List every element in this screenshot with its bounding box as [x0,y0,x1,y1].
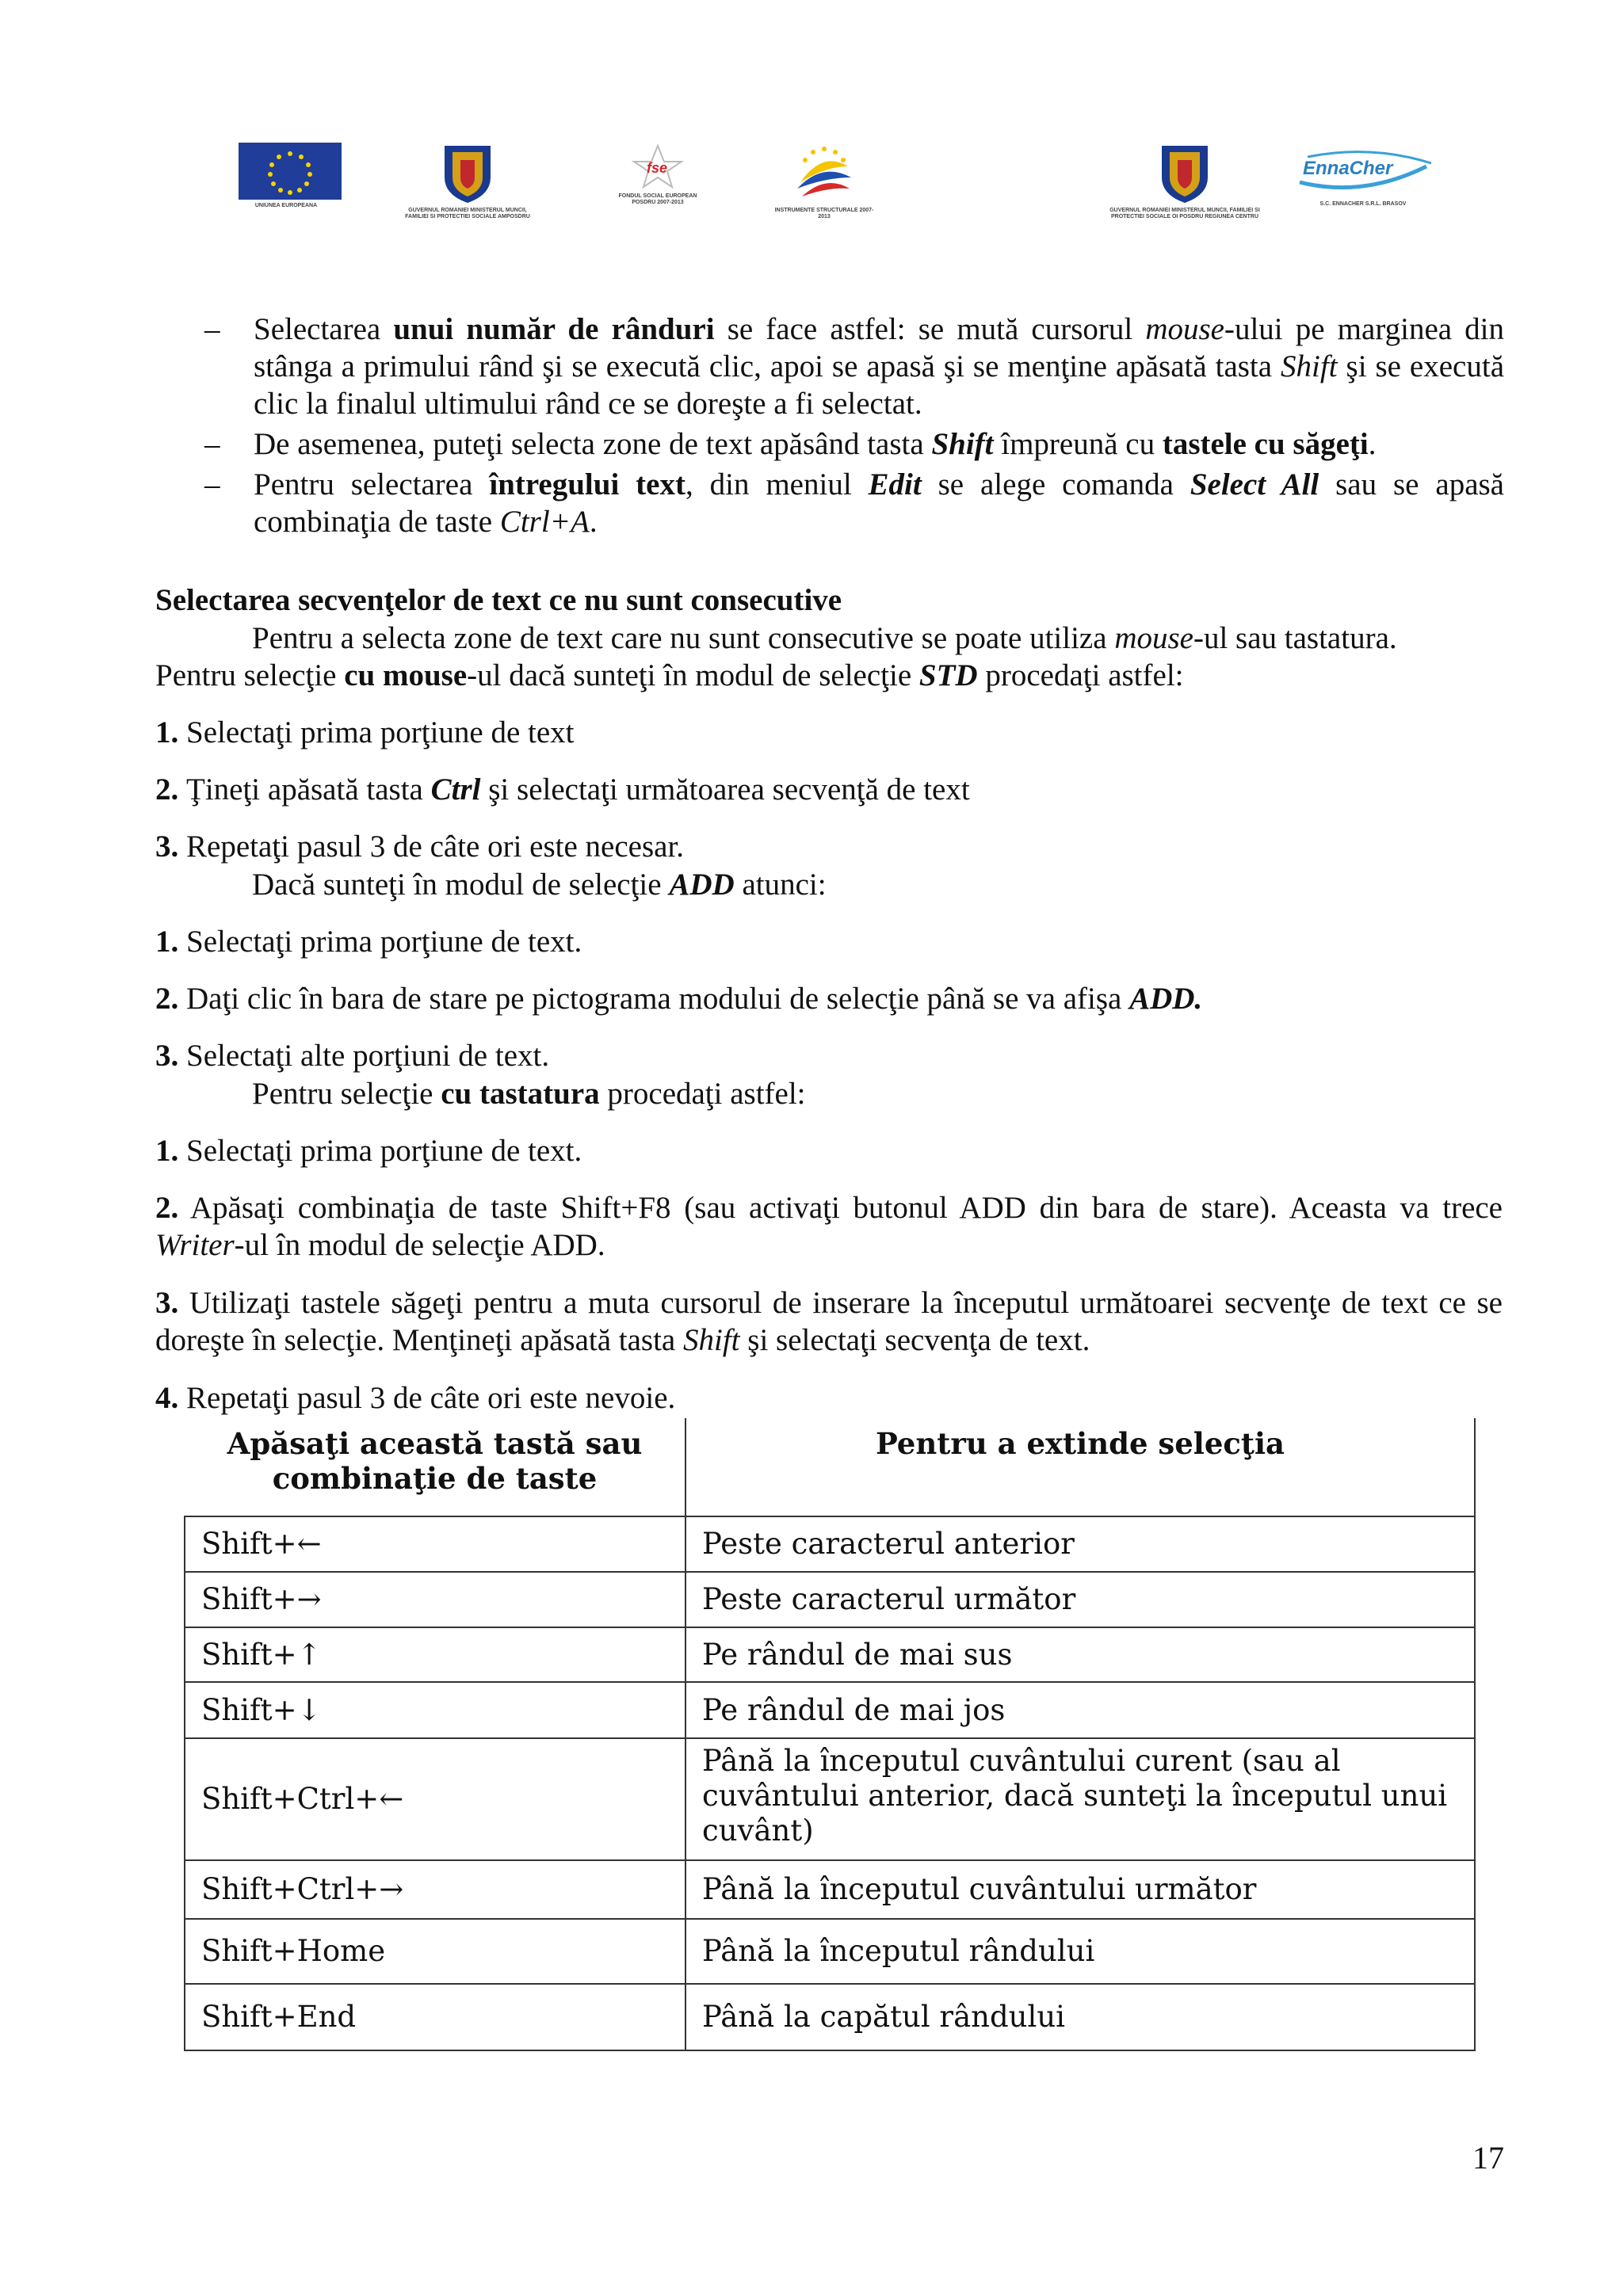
kb-step-4 [155,1379,675,1417]
fse-star-icon [626,143,689,190]
text: şi se execută clic la finalul ultimului rând ce se doreşte a fi selectat. [254,349,1505,421]
table-row [185,1627,1475,1682]
eu-flag-icon [239,143,342,200]
italic-text: mouse [1114,621,1193,655]
logo-caption: GUVERNUL ROMANIEI MINISTERUL MUNCII, FAMILIEI SI PROTECTIEI SOCIALE AMPOSDRU [405,208,530,219]
std-step-1 [155,714,575,751]
italic-text: Shift [683,1323,740,1357]
shortcut-table [184,1418,1476,2051]
bullet-list [204,311,1504,543]
table-row [185,1682,1475,1738]
text: sau se apasă combinaţia de taste [254,467,1504,539]
section-heading: Selectarea secvenţelor de text ce nu sunt consecutive [155,583,842,617]
italic-text: mouse [1145,312,1224,346]
kb-step-1 [155,1132,582,1169]
table-cell-key: Shift+→ [185,1572,685,1627]
text: -ul sau tastatura. [1193,621,1397,655]
std-step-2 [155,771,970,808]
table-cell-effect: Până la începutul rândului [685,1919,1475,1984]
logo-caption: UNIUNEA EUROPEANA [254,203,318,208]
romania-coat-of-arms-logo-2 [1109,143,1260,220]
step-number: 3. [155,1286,179,1320]
text: Pentru selecţie [252,1077,441,1111]
bold-italic-text: STD [918,658,978,692]
bold-text: cu mouse [344,658,468,692]
text: Repetaţi pasul 3 de câte ori este necesar. [178,830,685,864]
table-header-cell: Apăsaţi această tastă sau combinaţie de taste [185,1418,685,1516]
text: -ul dacă sunteţi în modul de selecţie [467,658,919,692]
bold-italic-text: Ctrl [430,772,481,807]
text: atunci: [734,868,827,902]
text: Selectaţi prima porţiune de text. [178,925,582,959]
list-item [204,425,1504,463]
italic-text: Ctrl+A [499,505,590,539]
step-number: 2. [155,982,179,1016]
bold-italic-text: ADD. [1129,982,1203,1016]
logo-caption: GUVERNUL ROMANIEI MINISTERUL MUNCII, FAMILIEI SI PROTECTIEI SOCIALE OI POSDRU REGIUNEA CENTRU [1109,208,1260,219]
text: Pentru a selecta zone de text care nu sunt consecutive se poate utiliza [252,621,1115,655]
table-cell-key: Shift+End [185,1984,685,2050]
table-cell-effect: Pe rândul de mai jos [685,1682,1475,1738]
romania-coat-of-arms-logo [400,143,535,220]
bold-text: tastele cu săgeţi [1162,427,1369,461]
bold-italic-text: ADD [669,868,735,902]
add-intro [252,866,827,903]
text: . [589,505,598,539]
bold-italic-text: Edit [868,467,922,502]
text: şi selectaţi următoarea secvenţă de text [480,772,970,807]
step-number: 1. [155,1134,179,1168]
text: împreună cu [993,427,1163,461]
text: Selectarea [254,312,394,346]
text: se face astfel: se mută cursorul [714,312,1146,346]
text: Selectaţi prima porţiune de text. [178,1134,582,1168]
table-row [185,1738,1475,1860]
text: se alege comanda [921,467,1190,502]
step-number: 4. [155,1381,179,1415]
text: Pentru selectarea [254,467,490,502]
text: Daţi clic în bara de stare pe pictograma modului de selecţie până se va afişa [178,982,1130,1016]
bold-italic-text: Shift [931,427,994,461]
bullet-dash: – [204,427,220,461]
table-row [185,1984,1475,2050]
add-step-3 [155,1037,549,1074]
structural-instruments-icon [791,143,857,204]
page-number: 17 [1472,2140,1504,2176]
bold-text: cu tastatura [441,1077,600,1111]
ennacher-logo [1292,143,1434,208]
text: Dacă sunteţi în modul de selecţie [252,868,670,902]
table-cell-effect: Pe rândul de mai sus [685,1627,1475,1682]
text: şi selectaţi secvenţa de text. [739,1323,1090,1357]
table-cell-effect: Peste caracterul următor [685,1572,1475,1627]
step-number: 3. [155,830,179,864]
step-number: 2. [155,772,179,807]
step-number: 1. [155,715,179,749]
logo-caption: FONDUL SOCIAL EUROPEAN POSDRU 2007-2013 [618,193,697,205]
eu-flag-logo [235,143,346,209]
table-row [185,1572,1475,1627]
text: procedaţi astfel: [599,1077,806,1111]
text: Ţineţi apăsată tasta [178,772,431,807]
table-cell-effect: Peste caracterul anterior [685,1516,1475,1572]
table-cell-key: Shift+Ctrl+← [185,1738,685,1860]
step-number: 3. [155,1039,179,1073]
table-row [185,1860,1475,1919]
ennacher-swoosh-icon [1292,143,1434,198]
structural-instruments-logo [773,143,876,220]
table-cell-key: Shift+↓ [185,1682,685,1738]
bullet-dash: – [204,312,220,346]
text: . [1368,427,1377,461]
kb-step-3 [155,1284,1503,1359]
text: De asemenea, puteţi selecta zone de text apăsând tasta [254,427,932,461]
step-number: 1. [155,925,179,959]
logo-caption: INSTRUMENTE STRUCTURALE 2007-2013 [774,208,874,219]
text: Selectaţi prima porţiune de text [178,715,575,749]
add-step-1 [155,923,582,960]
kb-step-2 [155,1189,1503,1264]
bold-italic-text: Select All [1190,467,1319,502]
text: -ului pe marginea din stânga a primului rând şi se execută clic, apoi se apasă şi se menţine apăsată tasta [254,312,1505,383]
svg-text:fse: fse [647,160,668,176]
list-item [204,311,1504,422]
std-step-3 [155,828,684,865]
bullet-dash: – [204,467,220,502]
text: Utilizaţi tastele săgeţi pentru a muta cursorul de inserare la începutul următoarei secvenţe de text ce se doreşte în selecţie. Menţineţi apăsată tasta [155,1286,1503,1357]
intro-line-2 [155,657,1184,694]
text: -ul în modul de selecţie ADD. [234,1228,605,1262]
step-number: 2. [155,1191,179,1225]
table-cell-effect: Până la capătul rândului [685,1984,1475,2050]
table-cell-key: Shift+← [185,1516,685,1572]
fse-logo [610,143,705,206]
table-cell-key: Shift+Ctrl+→ [185,1860,685,1919]
text: procedaţi astfel: [977,658,1184,692]
italic-text: Shift [1281,349,1338,383]
kb-intro [252,1075,806,1112]
text: Repetaţi pasul 3 de câte ori este nevoie. [178,1381,676,1415]
text: Selectaţi alte porţiuni de text. [178,1039,550,1073]
bold-text: întregului text [489,467,685,502]
intro-line [252,620,1397,657]
list-item [204,466,1504,540]
ennacher-wordmark: EnnaCher [1303,158,1393,179]
table-header-row [185,1418,1475,1516]
table-cell-effect: Până la începutul cuvântului următor [685,1860,1475,1919]
text: Apăsaţi combinaţia de taste Shift+F8 (sau activaţi butonul ADD din bara de stare). Aceasta va trece [178,1191,1503,1225]
table-row [185,1919,1475,1984]
table-cell-key: Shift+Home [185,1919,685,1984]
logo-caption: S.C. ENNACHER S.R.L. BRASOV [1319,201,1407,207]
coat-of-arms-icon [441,143,494,204]
bold-text: unui număr de rânduri [393,312,715,346]
text: Pentru selecţie [155,658,345,692]
table-header-cell: Pentru a extinde selecţia [685,1418,1475,1516]
add-step-2 [155,980,1202,1017]
table-cell-key: Shift+↑ [185,1627,685,1682]
italic-text: Writer [155,1228,235,1262]
coat-of-arms-icon [1159,143,1211,204]
table-row [185,1516,1475,1572]
table-cell-effect: Până la începutul cuvântului curent (sau al cuvântului anterior, dacă sunteţi la începutul unui cuvânt) [685,1738,1475,1860]
text: , din meniul [685,467,869,502]
